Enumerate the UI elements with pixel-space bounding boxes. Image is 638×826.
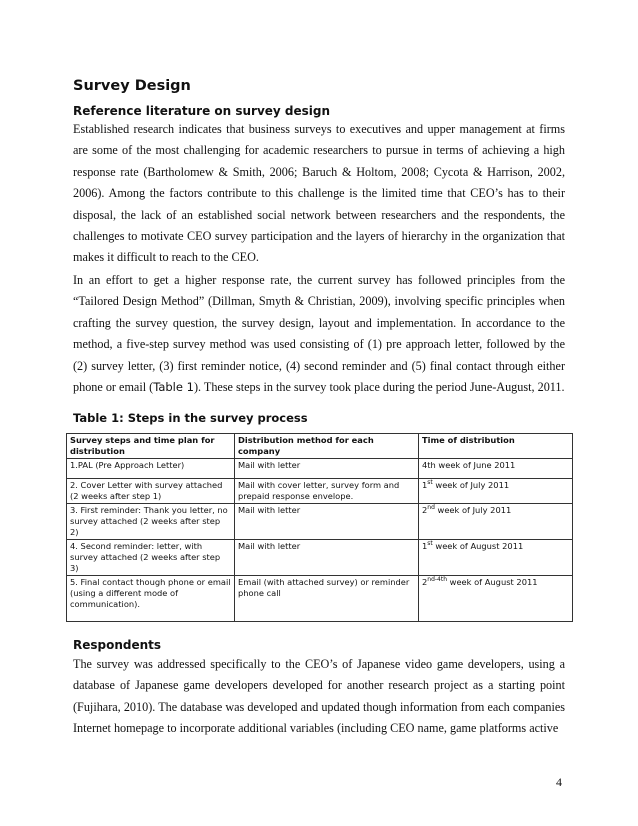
method-cell: Mail with cover letter, survey form and prepaid response envelope. bbox=[235, 479, 419, 504]
step-cell: 3. First reminder: Thank you letter, no survey attached (2 weeks after step 2) bbox=[67, 504, 235, 540]
respondents-heading: Respondents bbox=[73, 638, 162, 652]
method-cell: Mail with letter bbox=[235, 459, 419, 479]
method-cell: Mail with letter bbox=[235, 540, 419, 576]
method-cell: Email (with attached survey) or reminder phone call bbox=[235, 576, 419, 622]
survey-steps-table bbox=[66, 433, 573, 622]
step-cell: 2. Cover Letter with survey attached (2 weeks after step 1) bbox=[67, 479, 235, 504]
table-row bbox=[67, 459, 573, 479]
table-row bbox=[67, 504, 573, 540]
time-cell: 2nd week of July 2011 bbox=[419, 504, 573, 540]
method-cell: Mail with letter bbox=[235, 504, 419, 540]
paragraph-reference-literature: Established research indicates that business surveys to executives and upper management at firms are some of the most challenging for academic researchers to pursue in terms of achieving a high response rate (Bartholomew & Smith, 2006; Baruch & Holtom, 2008; Cycota & Harrison, 2002, 2006). Among the factors contribute to this challenge is the limited time that CEO’s has to their disposal, the lack of an established social network between researchers and the respondents, the challenges to motivate CEO survey participation and the layers of hierarchy in the organization that makes it difficult to reach to the CEO. bbox=[73, 122, 565, 265]
step-cell: 5. Final contact though phone or email (using a different mode of communication). bbox=[67, 576, 235, 622]
table-caption-text: : Steps in the survey process bbox=[119, 411, 308, 425]
step-cell: 4. Second reminder: letter, with survey attached (2 weeks after step 3) bbox=[67, 540, 235, 576]
time-cell: 1st week of July 2011 bbox=[419, 479, 573, 504]
paragraph-survey-method bbox=[73, 270, 565, 398]
header-time-of-distribution: Time of distribution bbox=[419, 434, 573, 459]
table-caption-label: Table 1 bbox=[73, 411, 120, 425]
time-cell: 4th week of June 2011 bbox=[419, 459, 573, 479]
table-header-row bbox=[67, 434, 573, 459]
paragraph-text-before: In an effort to get a higher response rate, the current survey has followed principles from the “Tailored Design Method” (Dillman, Smyth & Christian, 2009), involving specific principles when crafting the survey question, the survey design, layout and implementation. In accordance to the method, a five-step survey method was used consisting of (1) pre approach letter, followed by the (2) survey letter, (3) first reminder notice, (4) second reminder and (5) final contact through either phone or email ( bbox=[73, 273, 565, 395]
paragraph-text-after: ). These steps in the survey took place during the period June-August, 2011. bbox=[193, 380, 565, 395]
header-distribution-method: Distribution method for each company bbox=[235, 434, 419, 459]
time-cell: $2^{nd-4th}$ week of August 2011 bbox=[419, 576, 573, 622]
table-caption bbox=[73, 411, 308, 425]
table-reference: Table 1 bbox=[153, 380, 194, 395]
page-number: 4 bbox=[556, 775, 562, 789]
time-cell: 1st week of August 2011 bbox=[419, 540, 573, 576]
header-survey-steps: Survey steps and time plan for distribution bbox=[67, 434, 235, 459]
table-row bbox=[67, 540, 573, 576]
subsection-heading: Reference literature on survey design bbox=[73, 104, 331, 118]
section-heading: Survey Design bbox=[73, 78, 191, 94]
table-row bbox=[67, 479, 573, 504]
step-cell: 1.PAL (Pre Approach Letter) bbox=[67, 459, 235, 479]
table-row bbox=[67, 576, 573, 622]
paragraph-respondents: The survey was addressed specifically to the CEO’s of Japanese video game developers, using a database of Japanese game developers developed for another research project as a starting point (Fujihara, 2010). The database was developed and updated though information from each companies Internet homepage to incorporate additional variables (including CEO name, game platforms active bbox=[73, 657, 565, 736]
